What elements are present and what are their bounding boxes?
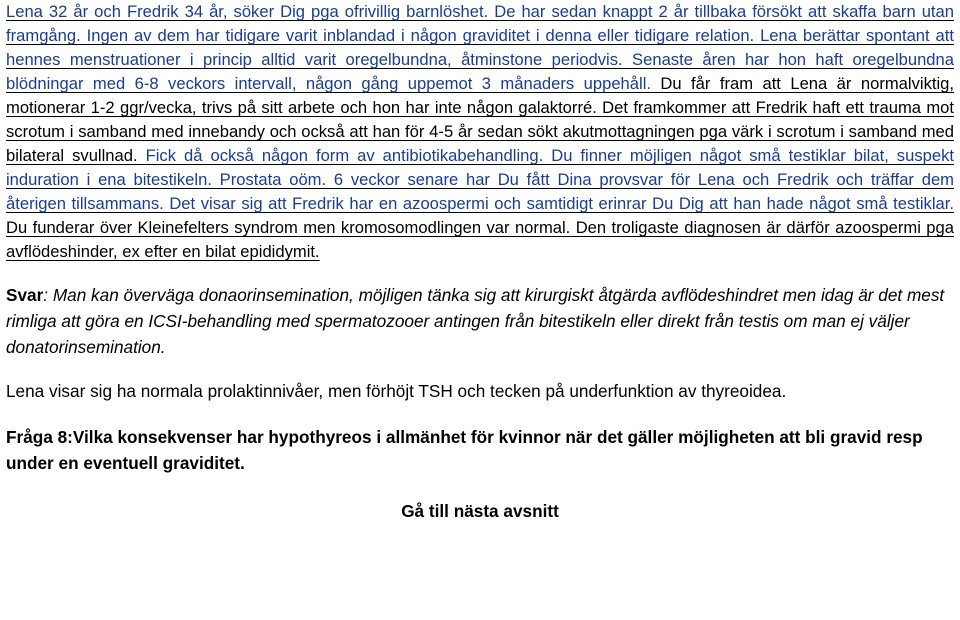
question-8: Fråga 8:Vilka konsekvenser har hypothyreos i allmänhet för kvinnor när det gäller möjligheten att bli gravid resp under en eventuell graviditet. — [6, 427, 923, 473]
case-segment-4: Fick då också någon form av antibiotikabehandling. Du finner möjligen något små testiklar bilat, suspekt induration i ena bitestikeln. Prostata oöm. 6 veckor senare har Du fått Dina provsvar för Lena och Fredrik och träffar dem återigen tillsammans. — [6, 146, 954, 213]
case-segment-1: Lena 32 år och Fredrik 34 år, söker Dig pga ofrivillig barnlöshet. De har sedan knappt 2 år tillbaka försökt att skaffa barn utan framgång. Ingen av dem har tidigare varit inblandad i någon graviditet i denna eller tidigare relation. Lena berättar spontant att hennes menstruationer i princip alltid varit oregelbundna, åtminstone periodvis. Senaste åren har hon haft oregelbundna blödningar med 6-8 veckors intervall, någon gång uppemot 3 månaders uppehåll. — [6, 2, 954, 93]
case-segment-3: Det framkommer att Fredrik haft ett trauma mot scrotum i samband med innebandy och också att han för 4-5 år sedan sökt akutmottagningen pga värk i scrotum i samband med bilateral svullnad. — [6, 98, 954, 165]
answer-text: : Man kan överväga donaorinsemination, möjligen tänka sig att kirurgiskt åtgärda avflödeshindret men idag är det mest rimliga att göra en ICSI-behandling med spermatozooer antingen från bitestikeln eller direkt från testis om man ej väljer donatorinsemination. — [6, 285, 945, 357]
answer-label: Svar — [6, 285, 44, 305]
case-segment-5: Det visar sig att Fredrik har en azoospermi och samtidigt erinrar Du Dig att han hade något små testiklar. — [169, 194, 954, 213]
next-section-link[interactable]: Gå till nästa avsnitt — [401, 501, 559, 521]
lab-results-paragraph: Lena visar sig ha normala prolaktinnivåer, men förhöjt TSH och tecken på underfunktion av thyreoidea. — [6, 381, 787, 401]
case-segment-2: Du får fram att Lena är normalviktig, motionerar 1-2 ggr/vecka, trivs på sitt arbete och hon har inte någon galaktorré. — [6, 74, 954, 117]
case-segment-6: Du funderar över Kleinefelters syndrom men kromosomodlingen var normal. Den troligaste diagnosen är därför azoospermi pga avflödeshinder, ex efter en bilat epididymit. — [6, 218, 954, 261]
case-description — [6, 0, 954, 264]
answer-paragraph — [6, 282, 954, 360]
